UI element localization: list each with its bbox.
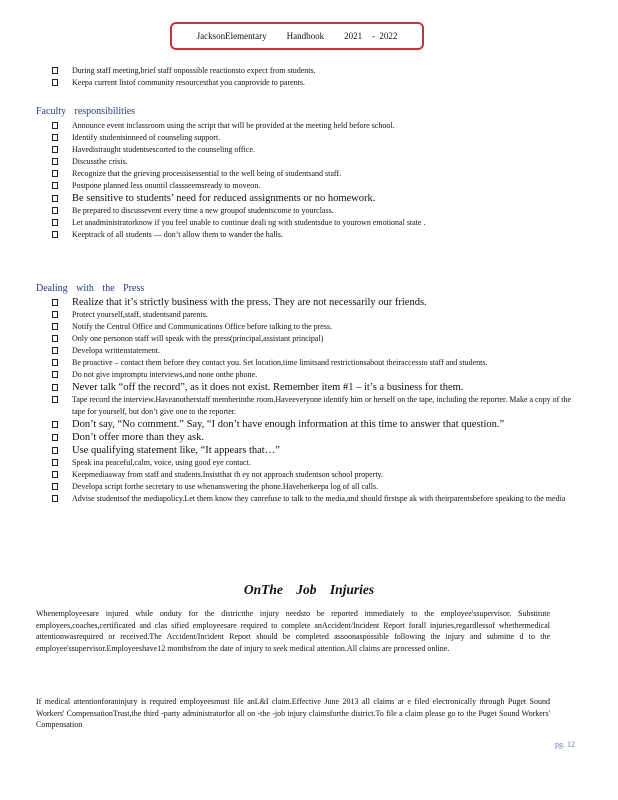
bullet-icon bbox=[52, 347, 58, 354]
item-text: Speak ina peaceful,calm, voice, using good eye contact. bbox=[72, 458, 251, 467]
injury-title: OnThe Job Injuries bbox=[243, 582, 375, 597]
bullet-icon bbox=[52, 79, 58, 86]
list-item bbox=[52, 444, 572, 457]
list-item bbox=[52, 369, 572, 381]
header-box bbox=[170, 22, 424, 50]
item-text: Developa script forthe secretary to use whenanswering the phone.Haveherkeepa log of all calls. bbox=[72, 482, 379, 491]
item-text: Do not give impromptu interviews,and none onthe phone. bbox=[72, 370, 258, 379]
list-item bbox=[52, 321, 572, 333]
list-item bbox=[52, 418, 572, 431]
faculty-heading: Faculty responsibilities bbox=[36, 106, 136, 117]
list-item bbox=[52, 333, 572, 345]
list-item bbox=[52, 144, 572, 156]
bullet-icon bbox=[52, 311, 58, 318]
page-number: pg. 12 bbox=[555, 740, 575, 749]
list-item bbox=[52, 481, 572, 493]
item-text: Keeptrack of all students — don’t allow them to wander the halls. bbox=[72, 230, 283, 239]
bullet-icon bbox=[52, 323, 58, 330]
item-text: Be sensitive to students’ need for reduced assignments or no homework. bbox=[72, 193, 376, 204]
bullet-icon bbox=[52, 170, 58, 177]
list-item bbox=[52, 309, 572, 321]
bullet-icon bbox=[52, 483, 58, 490]
item-text: Developa writtenstatement. bbox=[72, 346, 160, 355]
bullet-icon bbox=[52, 195, 58, 202]
list-item bbox=[52, 357, 572, 369]
bullet-icon bbox=[52, 219, 58, 226]
item-text: Realize that it’s strictly business with the press. They are not necessarily our friends. bbox=[72, 297, 427, 308]
bullet-icon bbox=[52, 434, 58, 441]
handbook-label: Handbook bbox=[286, 31, 325, 41]
press-list bbox=[52, 296, 572, 505]
item-text: Notify the Central Office and Communications Office before talking to the press. bbox=[72, 322, 333, 331]
bullet-icon bbox=[52, 134, 58, 141]
bullet-icon bbox=[52, 359, 58, 366]
bullet-icon bbox=[52, 67, 58, 74]
item-text: Don’t offer more than they ask. bbox=[72, 432, 204, 443]
list-item bbox=[52, 77, 572, 89]
item-text: Never talk “off the record”, as it does not exist. Remember item #1 – it’s a business for them. bbox=[72, 382, 464, 393]
bullet-icon bbox=[52, 207, 58, 214]
injury-paragraph-1: Whenemployeesare injured while onduty for the districtthe injury needsto be reported immediately to the employee'ssupervisor. Substitute employees,coaches,certificated and clas sified employeesare required to complete anAccident/Incident Report forall injuries,regardlessof whethermedical attentionwasrequired or received.The Accident/Incident Report should be completed assoonaspossible following the injury and submitte d to the employee'ssupervisor.Employeeshave12 monthsfrom the date of injury to seek medical attention.All claims are processed online. bbox=[36, 609, 550, 653]
list-item bbox=[52, 296, 572, 309]
bullet-icon bbox=[52, 384, 58, 391]
item-text: Tape record the interview.Haveanotherstaff memberinthe room.Haveeveryone identify him or herself on the tape, including the reporter. Make a copy of the tape for yourself, but don’t give one to the reporter. bbox=[72, 395, 572, 416]
list-item bbox=[52, 469, 572, 481]
bullet-icon bbox=[52, 471, 58, 478]
item-text: Keepa current listof community resourcesthat you canprovide to parents. bbox=[72, 78, 306, 87]
bullet-icon bbox=[52, 421, 58, 428]
item-text: Keepmediaaway from staff and students.Insistthat th ey not approach studentson school property. bbox=[72, 470, 384, 479]
year-end: - 2022 bbox=[372, 31, 398, 41]
item-text: Protect yourself,staff, studentsand parents. bbox=[72, 310, 208, 319]
bullet-icon bbox=[52, 371, 58, 378]
faculty-list bbox=[52, 120, 572, 241]
list-item bbox=[52, 180, 572, 192]
bullet-icon bbox=[52, 495, 58, 502]
year-start: 2021 bbox=[344, 31, 363, 41]
item-text: Use qualifying statement like, “It appears that…” bbox=[72, 445, 280, 456]
item-text: Discussthe crisis. bbox=[72, 157, 128, 166]
list-item bbox=[52, 493, 572, 505]
list-item bbox=[52, 381, 572, 394]
bullet-icon bbox=[52, 299, 58, 306]
item-text: Identify studentsinneed of counseling support. bbox=[72, 133, 221, 142]
list-item bbox=[52, 132, 572, 144]
item-text: Advise studentsof the mediapolicy.Let them know they canrefuse to talk to the media,and should firstspe ak with theirparentsbefore speaking to the media bbox=[72, 494, 566, 503]
item-text: Be prepared to discussevent every time a new groupof studentscome to yourclass. bbox=[72, 206, 334, 215]
item-text: Recognize that the grieving processisessential to the well being of studentsand staff. bbox=[72, 169, 342, 178]
item-text: Havedistraught studentsescorted to the counseling office. bbox=[72, 145, 255, 154]
list-item bbox=[52, 205, 572, 217]
top-list bbox=[52, 65, 572, 89]
list-item bbox=[52, 457, 572, 469]
bullet-icon bbox=[52, 231, 58, 238]
list-item bbox=[52, 229, 572, 241]
item-text: Only one personon staff will speak with the press(principal,assistant principal) bbox=[72, 334, 324, 343]
list-item bbox=[52, 394, 572, 418]
bullet-icon bbox=[52, 459, 58, 466]
item-text: Don’t say, “No comment.” Say, “I don’t have enough information at this time to answer that question.” bbox=[72, 419, 505, 430]
list-item bbox=[52, 168, 572, 180]
item-text: During staff meeting,brief staff onpossible reactionsto expect from students. bbox=[72, 66, 316, 75]
school-name: JacksonElementary bbox=[196, 31, 267, 41]
item-text: Let anadministratorknow if you feel unable to continue deali ng with studentsdue to yourown emotional state . bbox=[72, 218, 426, 227]
list-item bbox=[52, 217, 572, 229]
item-text: Postpone planned less onuntil classseemsready to moveon. bbox=[72, 181, 261, 190]
list-item bbox=[52, 65, 572, 77]
list-item bbox=[52, 156, 572, 168]
injury-paragraph-2: If medical attentionforaninjury is required employeesmust file anL&I claim.Effective June 2013 all claims ar e filed electronically through Puget Sound Workers' CompensationTrust,the third -party administratorfor all on -the -job injury claimsforthe district.To file a claim please go to the Puget Sound Workers' Compensation bbox=[36, 697, 550, 729]
bullet-icon bbox=[52, 158, 58, 165]
item-text: Be proactive – contact them before they contact you. Set location,time limitsand restrictionsabout theiraccessto staff and students. bbox=[72, 358, 488, 367]
bullet-icon bbox=[52, 447, 58, 454]
item-text: Announce event inclassroom using the script that will be provided at the meeting held before school. bbox=[72, 121, 395, 130]
bullet-icon bbox=[52, 182, 58, 189]
bullet-icon bbox=[52, 335, 58, 342]
list-item bbox=[52, 431, 572, 444]
bullet-icon bbox=[52, 122, 58, 129]
list-item bbox=[52, 192, 572, 205]
bullet-icon bbox=[52, 396, 58, 403]
press-heading: Dealing with the Press bbox=[36, 283, 145, 294]
bullet-icon bbox=[52, 146, 58, 153]
list-item bbox=[52, 345, 572, 357]
list-item bbox=[52, 120, 572, 132]
